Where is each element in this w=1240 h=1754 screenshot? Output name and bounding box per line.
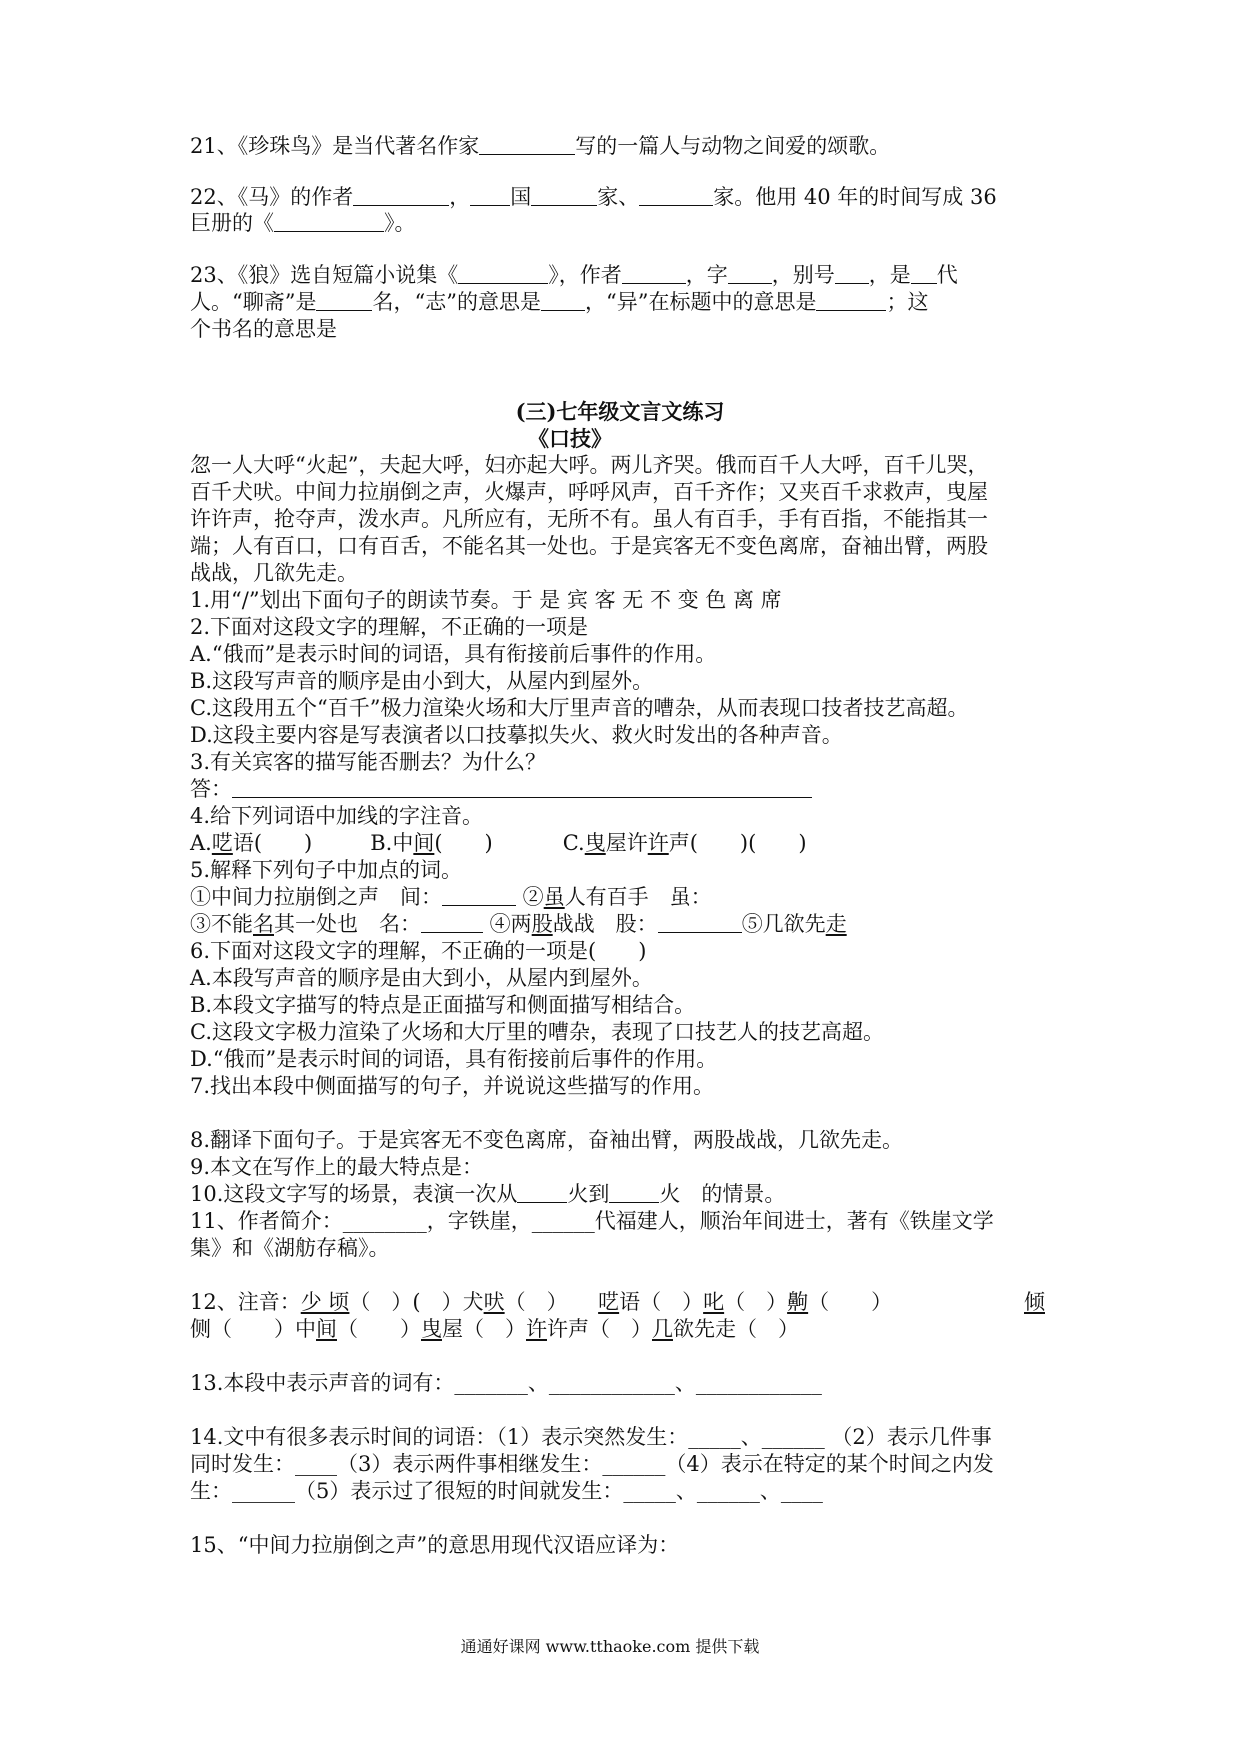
option-2c: C.这段用五个“百千”极力渲染火场和大厅里声音的嘈杂，从而表现口技者技艺高超。: [190, 696, 969, 720]
question-11-line2: 集》和《湖舫存稿》。: [190, 1236, 390, 1260]
question-21: [190, 133, 890, 160]
q21-text-a: 21、《珍珠鸟》是当代著名作家: [190, 134, 480, 158]
question-3-answer: [190, 776, 812, 803]
underlined-char: 曳: [421, 1317, 442, 1341]
answer-blank[interactable]: [531, 185, 597, 206]
question-8: 8.翻译下面句子。于是宾客无不变色离席，奋袖出臂，两股战战，几欲先走。: [190, 1128, 904, 1152]
option-6c: C.这段文字极力渲染了火场和大厅里的嘈杂，表现了口技艺人的技艺高超。: [190, 1020, 884, 1044]
answer-blank[interactable]: [658, 912, 742, 933]
question-7: 7.找出本段中侧面描写的句子，并说说这些描写的作用。: [190, 1074, 715, 1098]
question-12-end: [1024, 1289, 1045, 1316]
question-22: [190, 184, 997, 211]
answer-blank[interactable]: [609, 1182, 659, 1203]
underlined-char: 倾: [1024, 1290, 1045, 1314]
q12-blank: 侧（ ）中: [190, 1317, 316, 1341]
q12-blank: （ ）: [337, 1317, 421, 1341]
q23-text-g: 人。“聊斋”是: [190, 290, 317, 314]
option-6a: A.本段写声音的顺序是由大到小，从屋内到屋外。: [190, 966, 653, 990]
q12-blank: 欲先走（ ）: [673, 1317, 799, 1341]
passage-line: 忽一人大呼“火起”，夫起大呼，妇亦起大呼。两儿齐哭。俄而百千人大呼，百千儿哭，: [190, 453, 989, 477]
q5-item-5-a: ⑤几欲先: [741, 912, 826, 936]
q22-text-b: ，: [449, 185, 471, 209]
question-12: [190, 1289, 892, 1316]
q4c-rest: 声( )( ): [668, 831, 807, 855]
underlined-char: 许: [647, 831, 669, 855]
q12-blank: （ ）: [504, 1290, 579, 1314]
question-23-line2: [190, 289, 928, 316]
answer-blank[interactable]: [835, 263, 869, 284]
answer-blank[interactable]: [274, 211, 384, 232]
question-4-options: [190, 830, 807, 857]
q23-text-a: 23、《狼》选自短篇小说集《: [190, 263, 459, 287]
option-2a: A.“俄而”是表示时间的词语，具有衔接前后事件的作用。: [190, 642, 717, 666]
q12-label: 12、注音：: [190, 1290, 301, 1314]
question-13: 13.本段中表示声音的词有：_______、____________、____________: [190, 1371, 822, 1395]
answer-blank[interactable]: [421, 912, 483, 933]
underlined-char: 呓: [211, 831, 233, 855]
q5-item-1: ①中间力拉崩倒之声 间：: [190, 885, 442, 909]
answer-blank[interactable]: [442, 885, 516, 906]
question-5-row2: [190, 911, 847, 938]
underlined-char: 呓: [598, 1290, 620, 1314]
underlined-char: 齁: [787, 1290, 809, 1314]
passage-line: 端；人有百口，口有百舌，不能名其一处也。于是宾客无不变色离席，奋袖出臂，两股: [190, 534, 988, 558]
underlined-char: 许: [526, 1317, 547, 1341]
underlined-char: 股: [531, 912, 553, 936]
answer-blank[interactable]: [728, 263, 772, 284]
answer-line[interactable]: [232, 783, 812, 798]
answer-blank[interactable]: [470, 185, 510, 206]
answer-blank[interactable]: [639, 185, 713, 206]
question-23: [190, 262, 958, 289]
q21-text-b: 写的一篇人与动物之间爱的颂歌。: [575, 134, 891, 158]
option-2b: B.这段写声音的顺序是由小到大，从屋内到屋外。: [190, 669, 654, 693]
q12-blank: （ ）( ）犬: [349, 1290, 484, 1314]
q23-text-i: ，“异”在标题中的意思是: [584, 290, 817, 314]
answer-blank[interactable]: [316, 290, 372, 311]
q23-text-k: 个书名的意思是: [190, 317, 337, 341]
q4c-label: C.: [562, 831, 585, 855]
option-2d: D.这段主要内容是写表演者以口技摹拟失火、救火时发出的各种声音。: [190, 723, 843, 747]
question-22-line2: [190, 210, 416, 237]
q4c-mid: 屋许: [605, 831, 648, 855]
q22-text-c: 国: [510, 185, 532, 209]
passage-line: 战战，几欲先走。: [190, 561, 358, 585]
q5-item-3-b: 其一处也 名：: [274, 912, 421, 936]
question-23-line3: [190, 316, 337, 343]
q4b-label: B.中: [370, 831, 414, 855]
page-footer: 通通好课网 www.tthaoke.com 提供下载: [460, 1637, 760, 1656]
underlined-char: 几: [652, 1317, 673, 1341]
q5-item-4-a: ④两: [483, 912, 532, 936]
answer-label: 答：: [190, 777, 232, 801]
q10-text-a: 10.这段文字写的场景，表演一次从: [190, 1182, 518, 1206]
question-14-line3: 生：______（5）表示过了很短的时间就发生：_____、______、____: [190, 1479, 823, 1503]
answer-blank[interactable]: [622, 263, 686, 284]
passage-title: 《口技》: [528, 426, 612, 451]
answer-blank[interactable]: [458, 263, 548, 284]
question-15: 15、“中间力拉崩倒之声”的意思用现代汉语应译为：: [190, 1533, 680, 1557]
q23-text-b: 》，作者: [548, 263, 622, 287]
underlined-char: 虽: [543, 885, 565, 909]
q5-item-4-b: 战战 股：: [552, 912, 658, 936]
q5-item-2: 人有百手 虽：: [564, 885, 712, 909]
question-11: 11、作者简介：________，字铁崖，______代福建人，顺治年间进士，著有《铁崖文学: [190, 1209, 994, 1233]
q12-blank: （ ）: [724, 1290, 788, 1314]
question-12-line2: [190, 1316, 799, 1343]
q12-blank: 语（ ）: [619, 1290, 704, 1314]
q12-blank: （ ）: [808, 1290, 893, 1314]
answer-blank[interactable]: [479, 134, 575, 155]
underlined-char: 吠: [483, 1290, 505, 1314]
underlined-char: 间: [316, 1317, 337, 1341]
q4a-rest: 语( ): [232, 831, 313, 855]
answer-blank[interactable]: [911, 263, 937, 284]
question-5-row1: [190, 884, 712, 911]
underlined-char: 少 顷: [300, 1290, 350, 1314]
underlined-char: 名: [253, 912, 274, 936]
answer-blank[interactable]: [353, 185, 449, 206]
q23-text-c: ，字: [685, 263, 728, 287]
passage-line: 百千犬吠。中间力拉崩倒之声，火爆声，呼呼风声，百千齐作；又夹百千求救声，曳屋: [190, 480, 988, 504]
question-14-line2: 同时发生：____（3）表示两件事相继发生：______（4）表示在特定的某个时间之内发: [190, 1452, 994, 1476]
answer-blank[interactable]: [517, 1182, 567, 1203]
q23-text-e: ，是: [868, 263, 911, 287]
option-6d: D.“俄而”是表示时间的词语，具有衔接前后事件的作用。: [190, 1047, 718, 1071]
answer-blank[interactable]: [541, 290, 585, 311]
question-14: 14.文中有很多表示时间的词语：（1）表示突然发生：_____、______ （2）表示几件事: [190, 1425, 992, 1449]
q22-text-e: 家。他用 40 年的时间写成 36: [713, 185, 997, 209]
q5-item-3-a: ③不能: [190, 912, 253, 936]
underlined-char: 曳: [584, 831, 606, 855]
question-6: 6.下面对这段文字的理解，不正确的一项是( ): [190, 939, 647, 963]
question-4: 4.给下列词语中加线的字注音。: [190, 804, 484, 828]
question-5: 5.解释下列句子中加点的词。: [190, 858, 463, 882]
question-3: 3.有关宾客的描写能否删去？为什么？: [190, 750, 547, 774]
question-9: 9.本文在写作上的最大特点是：: [190, 1155, 484, 1179]
question-2: 2.下面对这段文字的理解，不正确的一项是: [190, 615, 589, 639]
passage-line: 许许声，抢夺声，泼水声。凡所应有，无所不有。虽人有百手，手有百指，不能指其一: [190, 507, 988, 531]
section-title: (三)七年级文言文练习: [515, 399, 725, 424]
option-6b: B.本段文字描写的特点是正面描写和侧面描写相结合。: [190, 993, 696, 1017]
answer-blank[interactable]: [816, 290, 886, 311]
q23-text-d: ，别号: [771, 263, 835, 287]
q12-blank: 许声（ ）: [547, 1317, 652, 1341]
q5-item-2-num: ②: [516, 885, 544, 909]
q10-text-b: 火到: [567, 1182, 610, 1206]
q22-text-g: 》。: [384, 211, 416, 235]
q23-text-h: 名，“志”的意思是: [372, 290, 541, 314]
underlined-char: 走: [825, 912, 847, 936]
underlined-char: 叱: [703, 1290, 725, 1314]
q22-text-f: 巨册的《: [190, 211, 274, 235]
q22-text-d: 家、: [597, 185, 640, 209]
q12-blank: 屋（ ）: [442, 1317, 526, 1341]
q4a-label: A.: [190, 831, 212, 855]
q22-text-a: 22、《马》的作者: [190, 185, 354, 209]
question-1: 1.用“/”划出下面句子的朗读节奏。于 是 宾 客 无 不 变 色 离 席: [190, 588, 782, 612]
q23-text-f: 代: [936, 263, 958, 287]
q4b-rest: ( ): [434, 831, 493, 855]
q10-text-c: 火 的情景。: [659, 1182, 786, 1206]
q23-text-j: ；这: [886, 290, 929, 314]
question-10: [190, 1181, 785, 1208]
underlined-char: 间: [413, 831, 435, 855]
